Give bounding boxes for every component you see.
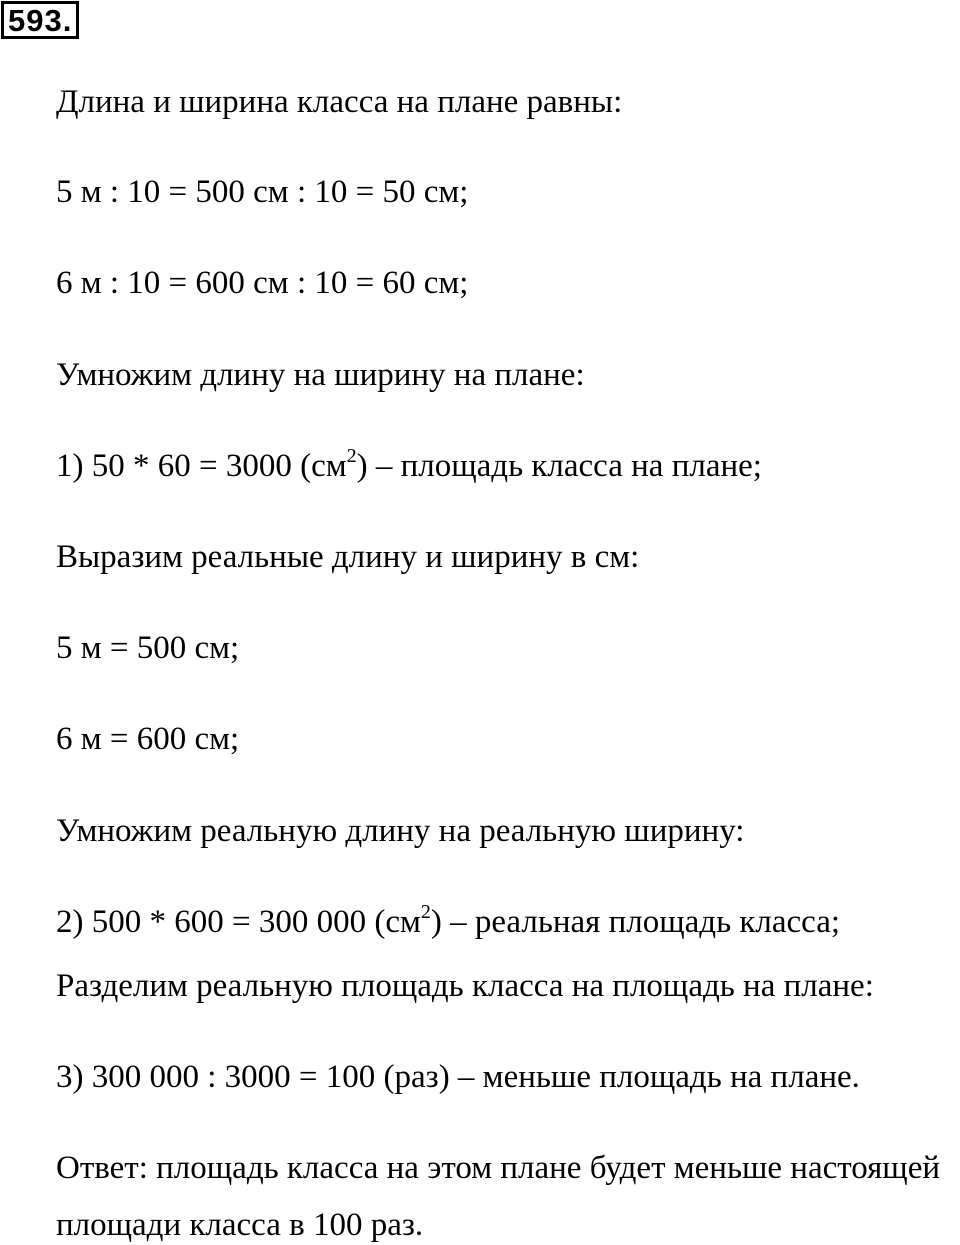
step-1-exponent: 2 bbox=[346, 445, 357, 467]
step-2-rest: ) – реальная площадь класса; bbox=[430, 904, 841, 940]
step-2-exponent: 2 bbox=[420, 901, 431, 923]
text-line-real-width: 6 м = 600 см; bbox=[56, 721, 240, 757]
problem-number: 593. bbox=[1, 1, 79, 39]
text-line-length-plan: 5 м : 10 = 500 см : 10 = 50 см; bbox=[56, 174, 469, 210]
text-line-multiply-plan: Умножим длину на ширину на плане: bbox=[56, 357, 585, 393]
text-line-step-2 bbox=[56, 902, 840, 942]
text-line-answer-2: площади класса в 100 раз. bbox=[56, 1207, 424, 1243]
step-2-main: 2) 500 * 600 = 300 000 (см bbox=[56, 904, 421, 940]
text-line-convert: Выразим реальные длину и ширину в см: bbox=[56, 539, 640, 575]
text-line-multiply-real: Умножим реальную длину на реальную ширину: bbox=[56, 813, 745, 849]
text-line-real-length: 5 м = 500 см; bbox=[56, 630, 240, 666]
text-line-step-3: 3) 300 000 : 3000 = 100 (раз) – меньше площадь на плане. bbox=[56, 1059, 860, 1095]
text-line-intro: Длина и ширина класса на плане равны: bbox=[56, 84, 623, 120]
text-line-answer-1: Ответ: площадь класса на этом плане будет меньше настоящей bbox=[56, 1150, 941, 1186]
text-line-width-plan: 6 м : 10 = 600 см : 10 = 60 см; bbox=[56, 265, 469, 301]
text-line-divide: Разделим реальную площадь класса на площадь на плане: bbox=[56, 968, 874, 1004]
step-1-main: 1) 50 * 60 = 3000 (см bbox=[56, 448, 347, 484]
text-line-step-1 bbox=[56, 446, 762, 486]
step-1-rest: ) – площадь класса на плане; bbox=[356, 448, 762, 484]
